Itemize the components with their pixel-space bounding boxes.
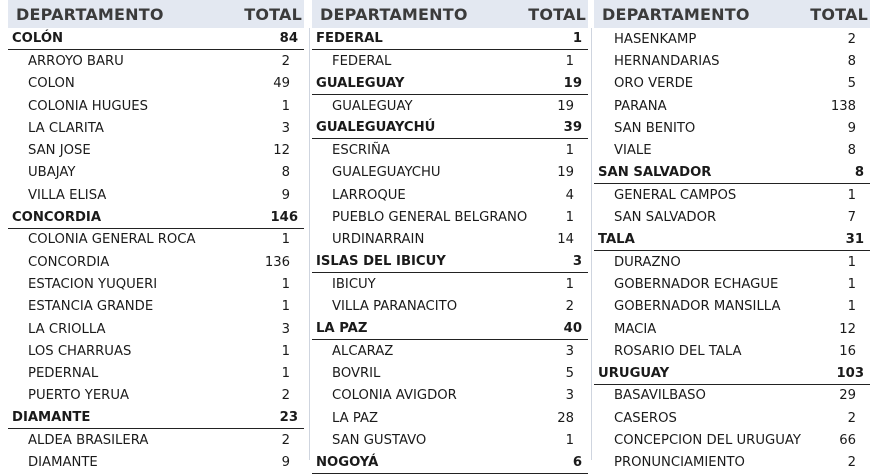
locality-total: 19: [557, 165, 574, 181]
department-name: TALA: [598, 231, 635, 247]
locality-row: [312, 229, 588, 251]
locality-row: [312, 296, 588, 318]
locality-row: [594, 117, 870, 139]
locality-total: 7: [847, 210, 856, 226]
locality-row: [594, 251, 870, 273]
locality-total: 1: [847, 254, 856, 270]
locality-name: ESTANCIA GRANDE: [28, 299, 154, 315]
locality-name: GUALEGUAYCHU: [332, 165, 441, 181]
department-row: [594, 162, 870, 184]
locality-total: 1: [565, 210, 574, 226]
locality-total: 2: [847, 31, 856, 47]
locality-total: 5: [847, 76, 856, 92]
locality-total: 1: [281, 232, 290, 248]
locality-total: 3: [565, 343, 574, 359]
locality-total: 12: [839, 321, 856, 337]
locality-name: GUALEGUAY: [332, 98, 413, 114]
table-column-2: [312, 0, 588, 474]
locality-total: 8: [281, 165, 290, 181]
locality-row: [312, 385, 588, 407]
locality-total: 3: [565, 388, 574, 404]
department-total: 1: [572, 31, 582, 47]
department-name: DIAMANTE: [12, 410, 91, 426]
locality-name: SAN JOSE: [28, 143, 91, 159]
locality-row: [8, 95, 304, 117]
locality-row: [8, 452, 304, 474]
header-total: TOTAL: [810, 4, 868, 24]
locality-total: 5: [565, 366, 574, 382]
locality-name: ESTACION YUQUERI: [28, 276, 158, 292]
locality-name: VILLA ELISA: [28, 187, 107, 203]
locality-name: LOS CHARRUAS: [28, 343, 132, 359]
locality-name: VILLA PARANACITO: [332, 299, 458, 315]
locality-row: [8, 385, 304, 407]
locality-name: BASAVILBASO: [614, 388, 706, 404]
locality-name: LA CLARITA: [28, 120, 104, 136]
locality-row: [312, 184, 588, 206]
department-row: [8, 28, 304, 50]
locality-total: 3: [281, 321, 290, 337]
department-total: 103: [836, 365, 864, 381]
locality-total: 1: [281, 343, 290, 359]
locality-name: GENERAL CAMPOS: [614, 187, 737, 203]
locality-total: 1: [847, 187, 856, 203]
locality-name: DIAMANTE: [28, 455, 98, 471]
department-name: NOGOYÁ: [316, 454, 379, 470]
department-name: ISLAS DEL IBICUY: [316, 254, 446, 270]
locality-total: 49: [273, 76, 290, 92]
locality-name: GOBERNADOR ECHAGUE: [614, 276, 779, 292]
locality-row: [8, 362, 304, 384]
locality-name: VIALE: [614, 143, 652, 159]
department-total: 6: [572, 454, 582, 470]
locality-total: 12: [273, 143, 290, 159]
locality-total: 29: [839, 388, 856, 404]
department-row: [312, 251, 588, 273]
locality-total: 136: [264, 254, 290, 270]
department-row: [8, 407, 304, 429]
header-departamento: DEPARTAMENTO: [602, 4, 750, 24]
locality-name: PUEBLO GENERAL BELGRANO: [332, 210, 528, 226]
locality-name: COLON: [28, 76, 75, 92]
table-column-1: [8, 0, 304, 474]
locality-name: LA CRIOLLA: [28, 321, 106, 337]
locality-total: 9: [281, 187, 290, 203]
department-row: [312, 117, 588, 139]
locality-row: [312, 429, 588, 451]
locality-name: COLONIA GENERAL ROCA: [28, 232, 196, 248]
locality-total: 1: [847, 276, 856, 292]
locality-total: 1: [281, 98, 290, 114]
locality-row: [594, 296, 870, 318]
locality-name: ROSARIO DEL TALA: [614, 343, 742, 359]
locality-total: 1: [847, 299, 856, 315]
locality-total: 4: [565, 187, 574, 203]
department-total: 23: [279, 410, 298, 426]
locality-row: [594, 184, 870, 206]
locality-total: 1: [565, 276, 574, 292]
locality-row: [594, 73, 870, 95]
department-total: 19: [563, 75, 582, 91]
locality-row: [312, 95, 588, 117]
department-total: 146: [270, 209, 298, 225]
locality-total: 1: [281, 299, 290, 315]
locality-name: DURAZNO: [614, 254, 681, 270]
locality-name: GOBERNADOR MANSILLA: [614, 299, 781, 315]
department-row: [312, 452, 588, 474]
department-row: [312, 73, 588, 95]
locality-name: MACIA: [614, 321, 657, 337]
department-row: [594, 229, 870, 251]
locality-row: [8, 429, 304, 451]
locality-row: [8, 162, 304, 184]
locality-row: [8, 296, 304, 318]
locality-name: HASENKAMP: [614, 31, 697, 47]
locality-row: [8, 184, 304, 206]
locality-name: ARROYO BARU: [28, 53, 124, 69]
locality-name: PARANA: [614, 98, 667, 114]
locality-row: [312, 362, 588, 384]
locality-total: 1: [565, 53, 574, 69]
locality-row: [8, 251, 304, 273]
locality-total: 16: [839, 343, 856, 359]
locality-total: 2: [565, 299, 574, 315]
locality-row: [8, 340, 304, 362]
locality-total: 1: [281, 276, 290, 292]
locality-name: COLONIA AVIGDOR: [332, 388, 457, 404]
department-total: 3: [572, 254, 582, 270]
department-name: COLÓN: [12, 31, 64, 47]
locality-row: [312, 206, 588, 228]
locality-name: ORO VERDE: [614, 76, 694, 92]
department-total: 8: [854, 164, 864, 180]
locality-row: [8, 229, 304, 251]
department-total: 39: [563, 120, 582, 136]
locality-row: [594, 50, 870, 72]
locality-row: [594, 429, 870, 451]
locality-total: 19: [557, 98, 574, 114]
table-header: [312, 0, 588, 28]
locality-row: [8, 318, 304, 340]
locality-total: 28: [557, 410, 574, 426]
department-name: SAN SALVADOR: [598, 164, 712, 180]
locality-total: 1: [281, 366, 290, 382]
locality-name: CONCEPCION DEL URUGUAY: [614, 432, 801, 448]
locality-name: HERNANDARIAS: [614, 53, 720, 69]
locality-name: PRONUNCIAMIENTO: [614, 455, 745, 471]
locality-total: 2: [847, 455, 856, 471]
locality-row: [312, 340, 588, 362]
locality-name: CONCORDIA: [28, 254, 110, 270]
department-total: 31: [845, 231, 864, 247]
locality-row: [594, 452, 870, 474]
locality-row: [8, 50, 304, 72]
locality-row: [594, 385, 870, 407]
locality-name: ALCARAZ: [332, 343, 394, 359]
locality-name: ALDEA BRASILERA: [28, 432, 149, 448]
locality-total: 8: [847, 53, 856, 69]
locality-row: [312, 273, 588, 295]
locality-name: LA PAZ: [332, 410, 379, 426]
locality-row: [312, 139, 588, 161]
department-name: FEDERAL: [316, 31, 383, 47]
department-total: 40: [563, 321, 582, 336]
locality-row: [8, 139, 304, 161]
department-total: 84: [279, 31, 298, 47]
locality-total: 8: [847, 143, 856, 159]
locality-name: FEDERAL: [332, 53, 392, 69]
locality-row: [594, 318, 870, 340]
locality-total: 9: [281, 455, 290, 471]
locality-total: 14: [557, 232, 574, 248]
locality-row: [8, 273, 304, 295]
locality-name: LARROQUE: [332, 187, 406, 203]
locality-total: 3: [281, 120, 290, 136]
header-departamento: DEPARTAMENTO: [16, 4, 164, 24]
locality-name: COLONIA HUGUES: [28, 98, 148, 114]
locality-name: BOVRIL: [332, 366, 381, 382]
locality-row: [594, 206, 870, 228]
locality-row: [594, 95, 870, 117]
locality-name: SAN GUSTAVO: [332, 432, 427, 448]
department-row: [312, 318, 588, 340]
locality-total: 138: [830, 98, 856, 114]
locality-total: 66: [839, 432, 856, 448]
locality-row: [312, 407, 588, 429]
department-name: URUGUAY: [598, 365, 670, 381]
locality-row: [594, 340, 870, 362]
locality-row: [312, 162, 588, 184]
locality-row: [312, 50, 588, 72]
locality-row: [8, 73, 304, 95]
table-header: [594, 0, 870, 28]
department-row: [312, 28, 588, 50]
locality-total: 2: [281, 53, 290, 69]
table-column-3: [594, 0, 870, 474]
locality-total: 2: [281, 432, 290, 448]
locality-name: CASEROS: [614, 410, 677, 426]
department-name: GUALEGUAY: [316, 75, 405, 91]
locality-row: [594, 273, 870, 295]
locality-total: 1: [565, 432, 574, 448]
department-name: LA PAZ: [316, 321, 368, 336]
locality-row: [594, 407, 870, 429]
locality-name: SAN BENITO: [614, 120, 696, 136]
table-header: [8, 0, 304, 28]
department-name: CONCORDIA: [12, 209, 102, 225]
locality-name: PEDERNAL: [28, 366, 99, 382]
locality-row: [594, 28, 870, 50]
locality-total: 1: [565, 143, 574, 159]
locality-name: ESCRIÑA: [332, 143, 390, 159]
column-divider: [591, 28, 592, 460]
header-total: TOTAL: [528, 4, 586, 24]
department-row: [8, 206, 304, 228]
locality-name: IBICUY: [332, 276, 376, 292]
locality-name: URDINARRAIN: [332, 232, 425, 248]
locality-name: UBAJAY: [28, 165, 76, 181]
department-row: [594, 362, 870, 384]
locality-name: SAN SALVADOR: [614, 210, 717, 226]
locality-total: 9: [847, 120, 856, 136]
locality-row: [8, 117, 304, 139]
header-total: TOTAL: [244, 4, 302, 24]
header-departamento: DEPARTAMENTO: [320, 4, 468, 24]
locality-row: [594, 139, 870, 161]
locality-total: 2: [281, 388, 290, 404]
locality-name: PUERTO YERUA: [28, 388, 129, 404]
locality-total: 2: [847, 410, 856, 426]
department-name: GUALEGUAYCHÚ: [316, 120, 436, 136]
column-divider: [309, 28, 310, 460]
